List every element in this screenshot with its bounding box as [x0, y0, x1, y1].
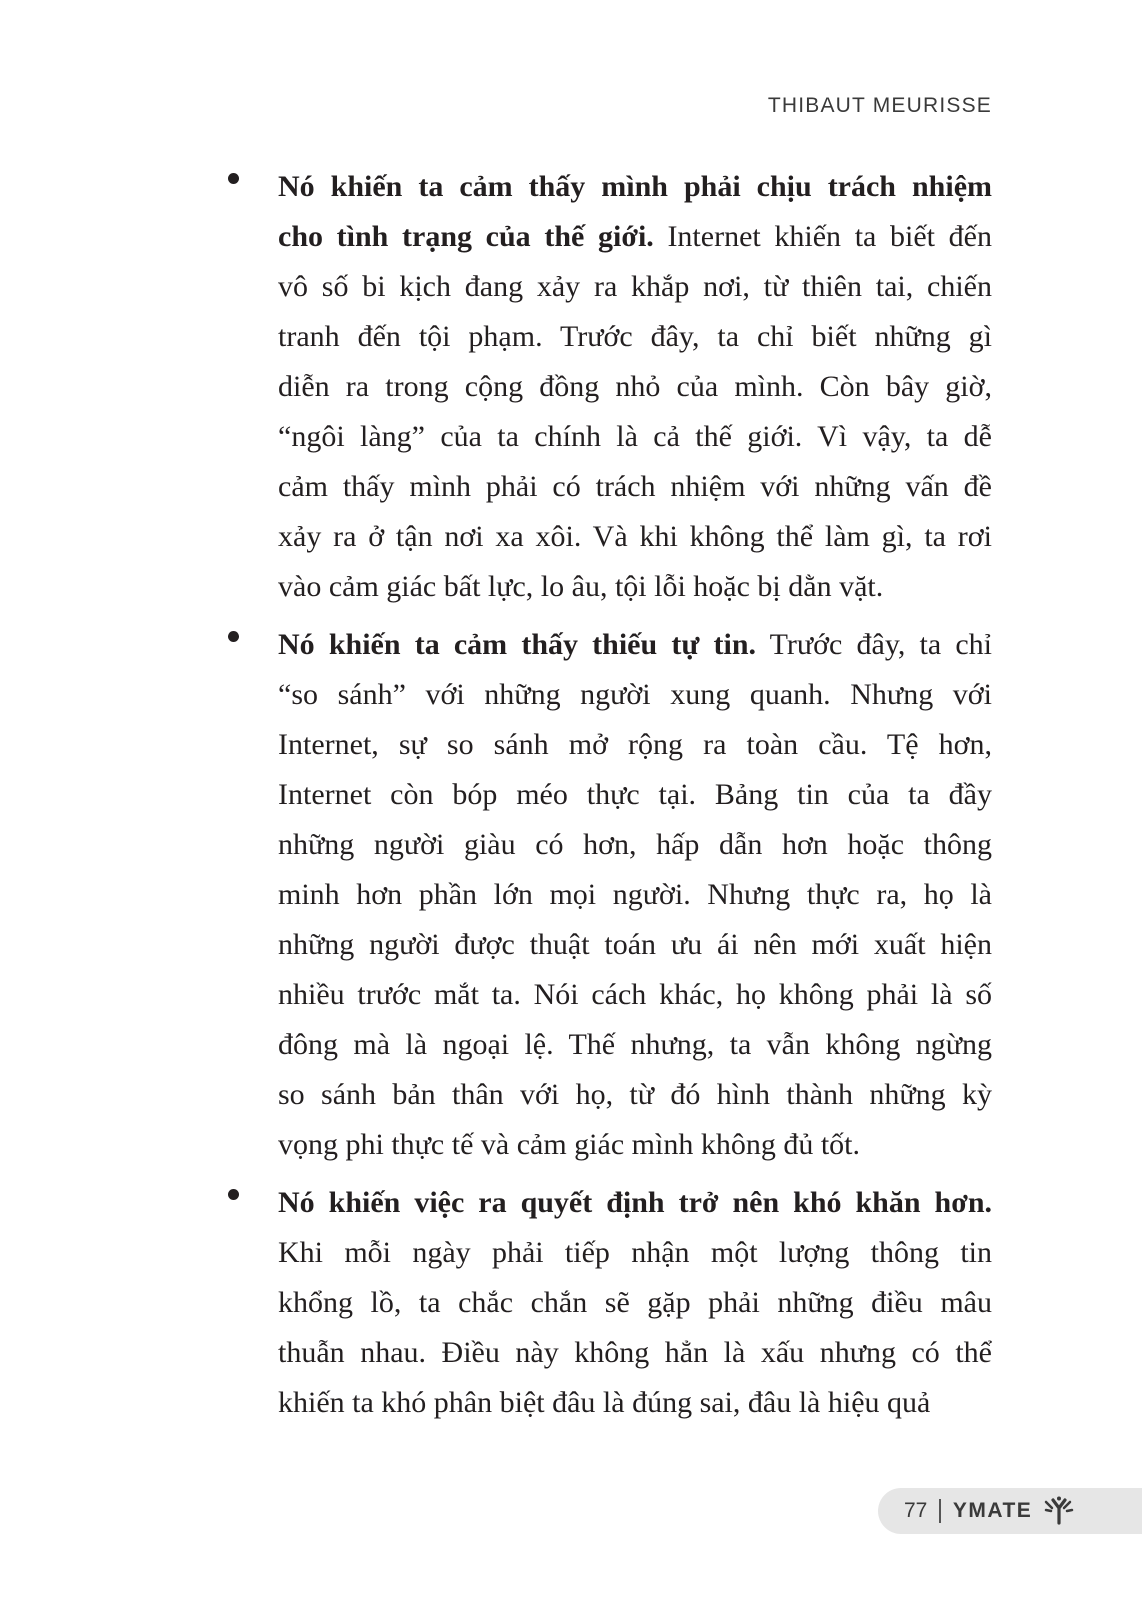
bullet-paragraph	[278, 620, 992, 1170]
running-header-author: THIBAUT MEURISSE	[767, 94, 992, 117]
body-text: vọng phi thực tế và cảm giác mình không đủ tốt.	[278, 1128, 860, 1161]
text-line	[278, 820, 992, 870]
body-text: cảm thấy mình phải có trách nhiệm với những vấn đề	[278, 470, 992, 503]
bullet-item	[0, 1178, 1142, 1428]
body-text: thuẫn nhau. Điều này không hẳn là xấu nhưng có thể	[278, 1336, 992, 1369]
bullet-item	[0, 620, 1142, 1170]
text-line	[278, 162, 992, 212]
text-line	[278, 1020, 992, 1070]
bold-lead-text: Nó khiến việc ra quyết định trở nên khó khăn hơn.	[278, 1186, 992, 1219]
body-text: Internet, sự so sánh mở rộng ra toàn cầu. Tệ hơn,	[278, 728, 992, 761]
body-text: “ngôi làng” của ta chính là cả thế giới. Vì vậy, ta dễ	[278, 420, 992, 453]
text-line	[278, 720, 992, 770]
bold-lead-text: Nó khiến ta cảm thấy mình phải chịu trách nhiệm	[278, 170, 992, 203]
body-text: “so sánh” với những người xung quanh. Nhưng với	[278, 678, 992, 711]
body-text: Internet khiến ta biết đến	[653, 220, 992, 253]
body-text: Trước đây, ta chỉ	[756, 628, 993, 661]
body-text: khổng lồ, ta chắc chắn sẽ gặp phải những điều mâu	[278, 1286, 992, 1319]
text-line	[278, 1378, 992, 1428]
text-line	[278, 1178, 992, 1228]
bold-lead-text: cho tình trạng của thế giới.	[278, 220, 654, 253]
brand-name: YMATE	[952, 1499, 1033, 1522]
body-text: khiến ta khó phân biệt đâu là đúng sai, đâu là hiệu quả	[278, 1386, 931, 1419]
page-footer-tab	[878, 1488, 1142, 1534]
body-text: đông mà là ngoại lệ. Thế nhưng, ta vẫn không ngừng	[278, 1028, 992, 1061]
bullet-paragraph	[278, 1178, 992, 1428]
text-line	[278, 262, 992, 312]
text-line	[278, 1228, 992, 1278]
bullet-point-icon	[228, 1189, 239, 1200]
text-line	[278, 620, 992, 670]
bold-lead-text: Nó khiến ta cảm thấy thiếu tự tin.	[278, 628, 757, 661]
body-text: Internet còn bóp méo thực tại. Bảng tin của ta đầy	[278, 778, 992, 811]
text-line	[278, 312, 992, 362]
text-line	[278, 1120, 992, 1170]
body-text: những người được thuật toán ưu ái nên mới xuất hiện	[278, 928, 992, 961]
text-line	[278, 670, 992, 720]
body-text: vào cảm giác bất lực, lo âu, tội lỗi hoặc bị dằn vặt.	[278, 570, 884, 603]
page-number: 77	[904, 1499, 928, 1522]
text-line	[278, 412, 992, 462]
footer-divider	[939, 1499, 941, 1523]
text-line	[278, 562, 992, 612]
text-line	[278, 212, 992, 262]
text-line	[278, 462, 992, 512]
text-line	[278, 362, 992, 412]
ymate-logo-icon	[1042, 1496, 1076, 1526]
body-text: nhiều trước mắt ta. Nói cách khác, họ không phải là số	[278, 978, 992, 1011]
page-body	[0, 162, 1142, 1436]
body-text: diễn ra trong cộng đồng nhỏ của mình. Còn bây giờ,	[278, 370, 992, 403]
text-line	[278, 920, 992, 970]
text-line	[278, 1278, 992, 1328]
body-text: Khi mỗi ngày phải tiếp nhận một lượng thông tin	[278, 1236, 992, 1269]
text-line	[278, 970, 992, 1020]
body-text: xảy ra ở tận nơi xa xôi. Và khi không thể làm gì, ta rơi	[278, 520, 992, 553]
bullet-point-icon	[228, 631, 239, 642]
body-text: vô số bi kịch đang xảy ra khắp nơi, từ thiên tai, chiến	[278, 270, 992, 303]
text-line	[278, 1070, 992, 1120]
bullet-paragraph	[278, 162, 992, 612]
bullet-item	[0, 162, 1142, 612]
text-line	[278, 1328, 992, 1378]
body-text: tranh đến tội phạm. Trước đây, ta chỉ biết những gì	[278, 320, 992, 353]
body-text: so sánh bản thân với họ, từ đó hình thành những kỳ	[278, 1078, 992, 1111]
bullet-point-icon	[228, 173, 239, 184]
text-line	[278, 770, 992, 820]
text-line	[278, 870, 992, 920]
body-text: những người giàu có hơn, hấp dẫn hơn hoặc thông	[278, 828, 992, 861]
text-line	[278, 512, 992, 562]
body-text: minh hơn phần lớn mọi người. Nhưng thực ra, họ là	[278, 878, 992, 911]
